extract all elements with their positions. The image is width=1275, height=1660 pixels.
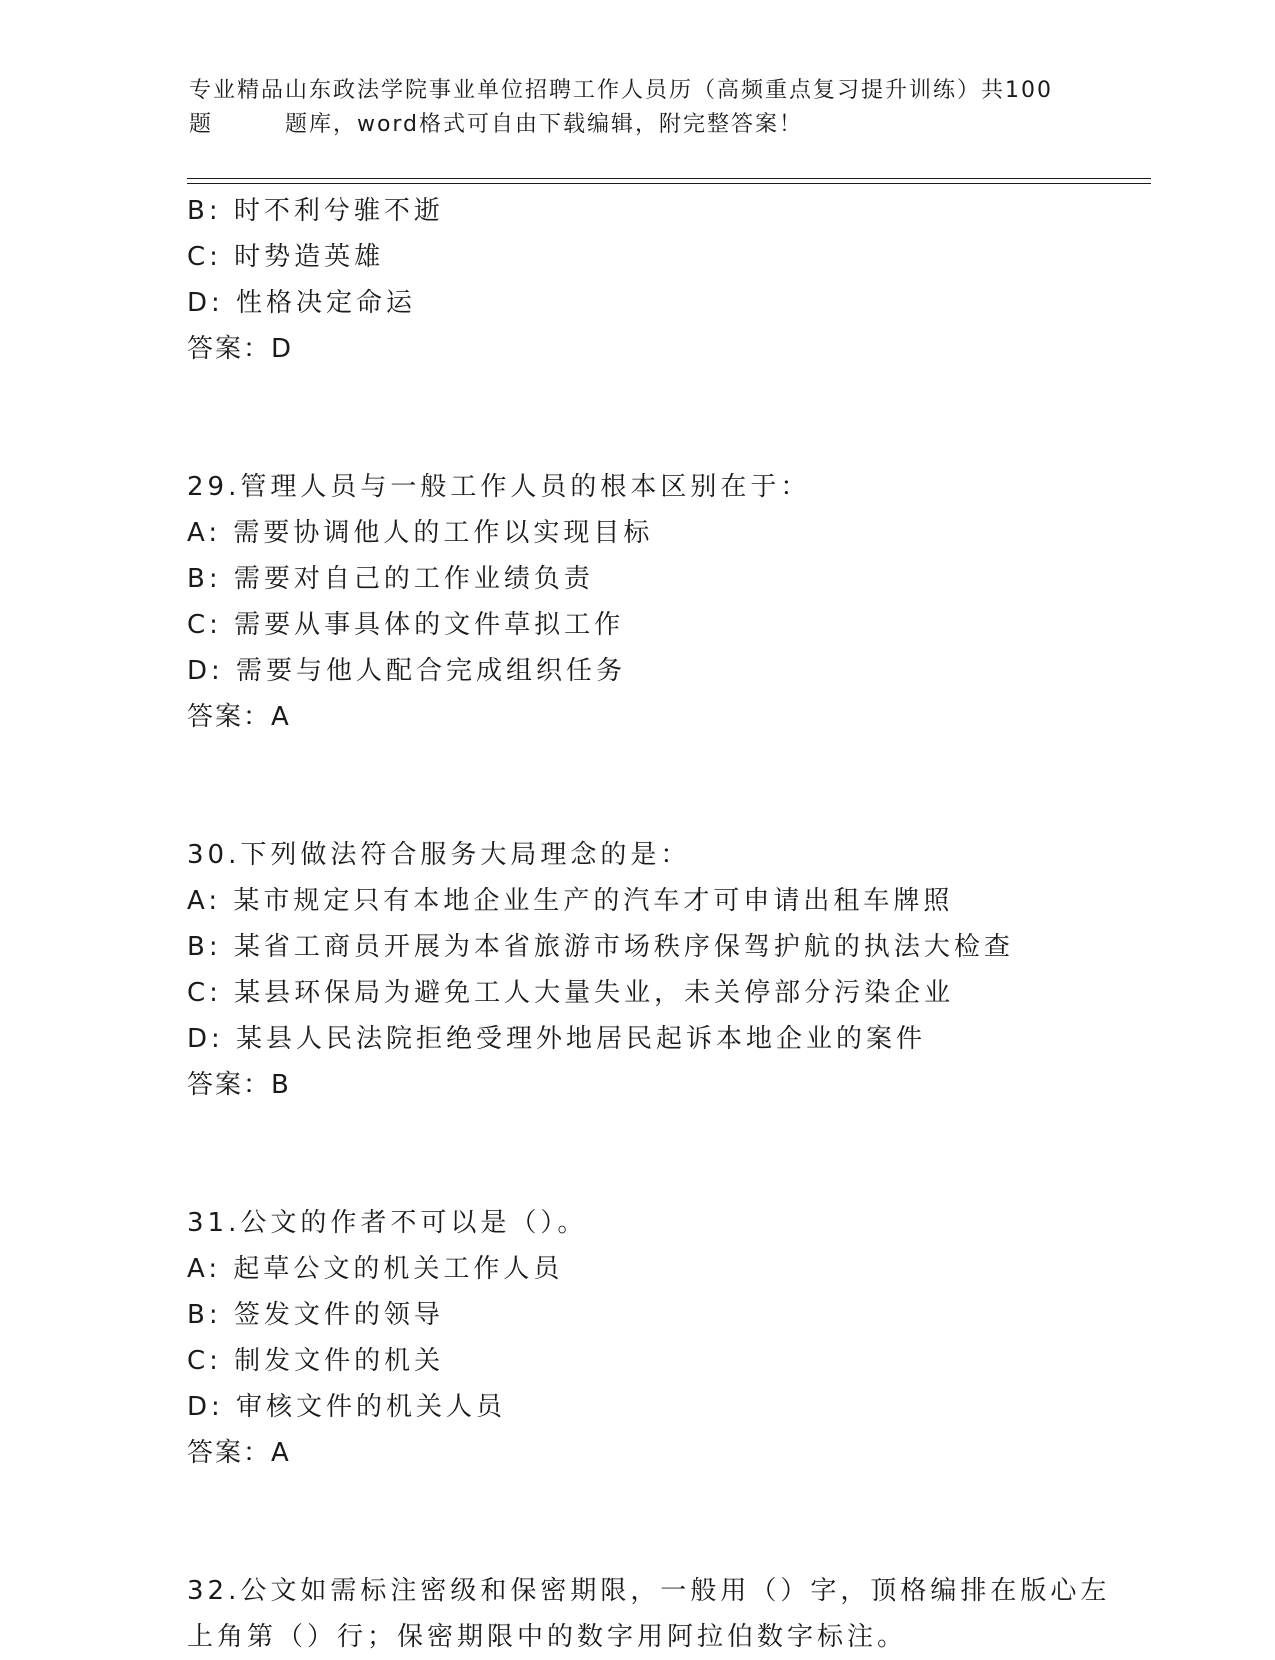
option-c: C: 需要从事具体的文件草拟工作	[187, 610, 625, 640]
question-block-28	[187, 188, 1107, 372]
header-line-1: 专业精品山东政法学院事业单位招聘工作人员历（高频重点复习提升训练）共100	[189, 78, 1053, 103]
question-spacer	[187, 740, 1107, 832]
answer-label: 答案：D	[187, 334, 294, 364]
option-a: A: 需要协调他人的工作以实现目标	[187, 518, 654, 548]
option-b: B: 时不利兮骓不逝	[187, 196, 444, 226]
question-list	[187, 188, 1111, 1660]
option-b: B: 某省工商员开展为本省旅游市场秩序保驾护航的执法大检查	[187, 932, 1014, 962]
question-block-31	[187, 1200, 1107, 1476]
question-stem-line-2: 上角第（）行；保密期限中的数字用阿拉伯数字标注。	[187, 1622, 908, 1652]
question-spacer	[187, 1108, 1107, 1200]
option-a: A: 起草公文的机关工作人员	[187, 1254, 564, 1284]
question-spacer	[187, 372, 1107, 464]
option-b: B: 签发文件的领导	[187, 1300, 444, 1330]
option-a: A: 某市规定只有本地企业生产的汽车才可申请出租车牌照	[187, 886, 954, 916]
question-block-32	[187, 1568, 1111, 1660]
option-d: D: 某县人民法院拒绝受理外地居民起诉本地企业的案件	[187, 1024, 927, 1054]
header-line-2: 题 题库，word格式可自由下载编辑，附完整答案！	[189, 112, 804, 137]
question-stem: 29.管理人员与一般工作人员的根本区别在于：	[187, 472, 811, 502]
header-divider-top	[187, 178, 1151, 179]
option-c: C: 时势造英雄	[187, 242, 385, 272]
answer-label: 答案：B	[187, 1070, 291, 1100]
question-stem-line-1: 32.公文如需标注密级和保密期限，一般用（）字，顶格编排在版心左	[187, 1576, 1111, 1606]
header-divider-bottom	[187, 183, 1151, 184]
option-d: D: 性格决定命运	[187, 288, 417, 318]
option-d: D: 需要与他人配合完成组织任务	[187, 656, 627, 686]
question-block-30	[187, 832, 1107, 1108]
question-stem: 31.公文的作者不可以是（）。	[187, 1208, 588, 1238]
option-b: B: 需要对自己的工作业绩负责	[187, 564, 594, 594]
option-c: C: 某县环保局为避免工人大量失业，未关停部分污染企业	[187, 978, 955, 1008]
question-spacer	[187, 1476, 1107, 1568]
document-header	[189, 74, 1089, 142]
option-c: C: 制发文件的机关	[187, 1346, 445, 1376]
question-stem: 30.下列做法符合服务大局理念的是：	[187, 840, 691, 870]
answer-label: 答案：A	[187, 702, 291, 732]
answer-label: 答案：A	[187, 1438, 291, 1468]
option-d: D: 审核文件的机关人员	[187, 1392, 507, 1422]
question-block-29	[187, 464, 1107, 740]
